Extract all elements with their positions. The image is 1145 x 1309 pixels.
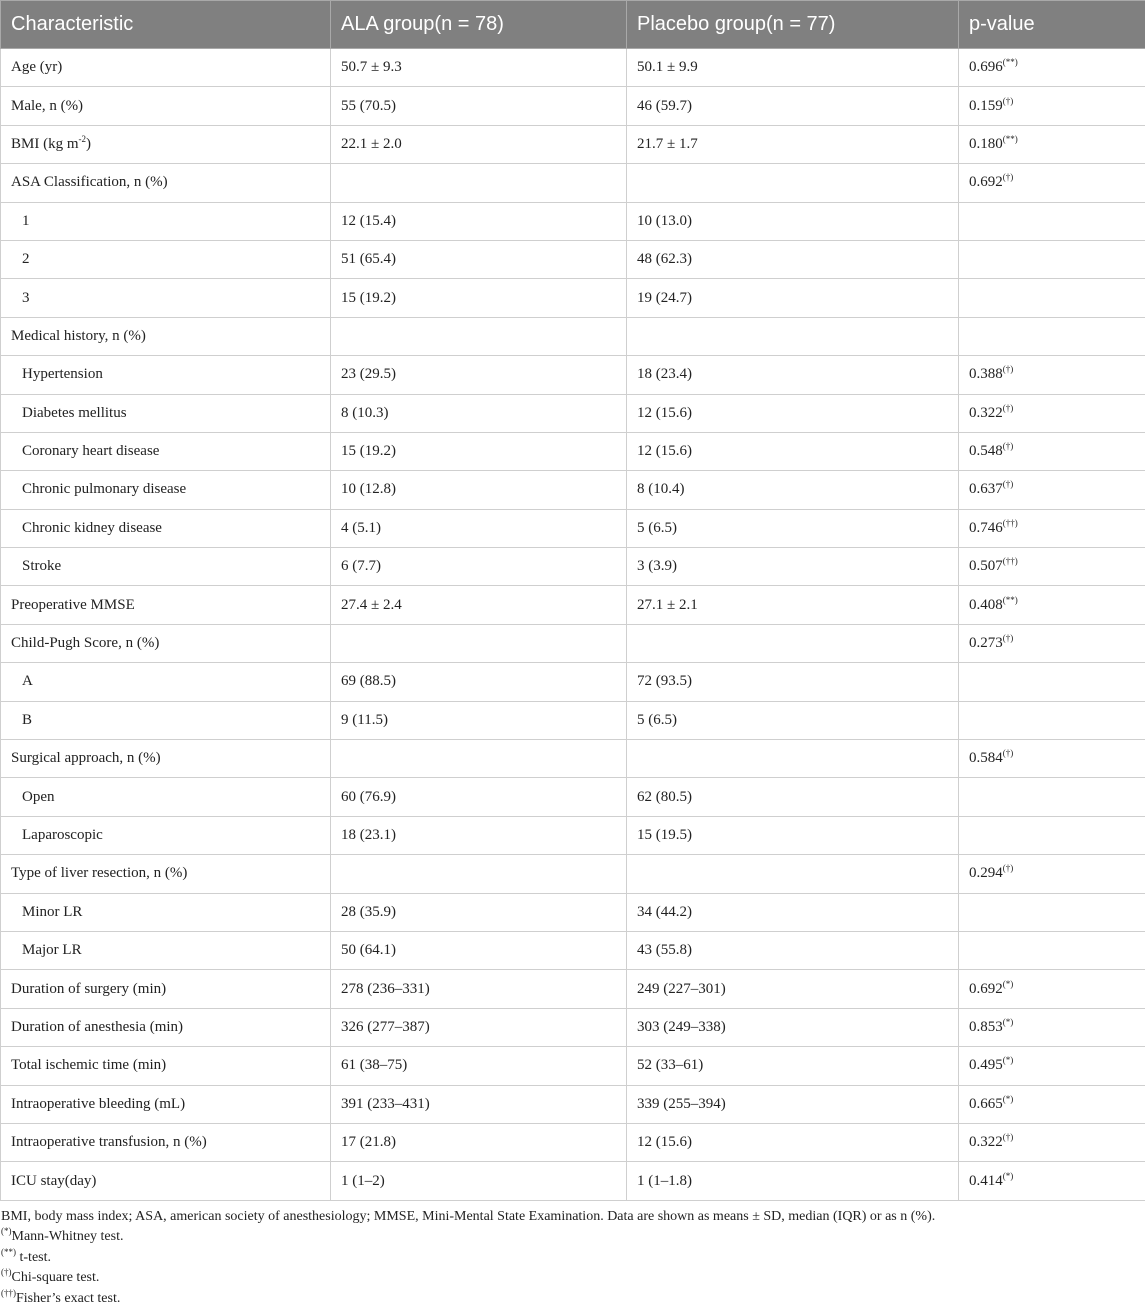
table-row	[1, 1085, 1145, 1123]
cell-ala-group: 278 (236–331)	[331, 970, 627, 1008]
cell-placebo-group: 34 (44.2)	[627, 893, 959, 931]
cell-p-value	[959, 240, 1145, 278]
table-row	[1, 586, 1145, 624]
cell-characteristic: Open	[1, 778, 331, 816]
test-mark: (**)	[1003, 57, 1018, 67]
cell-p-value: 0.665(*)	[959, 1085, 1145, 1123]
cell-placebo-group: 50.1 ± 9.9	[627, 49, 959, 87]
cell-p-value: 0.746(††)	[959, 509, 1145, 547]
cell-ala-group: 15 (19.2)	[331, 279, 627, 317]
cell-p-value	[959, 701, 1145, 739]
cell-placebo-group: 52 (33–61)	[627, 1047, 959, 1085]
cell-placebo-group: 18 (23.4)	[627, 356, 959, 394]
test-mark: (†)	[1003, 441, 1014, 451]
cell-placebo-group: 12 (15.6)	[627, 432, 959, 470]
cell-ala-group: 4 (5.1)	[331, 509, 627, 547]
cell-ala-group: 8 (10.3)	[331, 394, 627, 432]
table-row	[1, 87, 1145, 125]
cell-ala-group: 12 (15.4)	[331, 202, 627, 240]
table-row	[1, 164, 1145, 202]
cell-ala-group: 55 (70.5)	[331, 87, 627, 125]
cell-placebo-group	[627, 164, 959, 202]
cell-ala-group	[331, 317, 627, 355]
cell-ala-group: 50.7 ± 9.3	[331, 49, 627, 87]
cell-ala-group: 69 (88.5)	[331, 663, 627, 701]
cell-placebo-group: 12 (15.6)	[627, 1123, 959, 1161]
cell-ala-group: 15 (19.2)	[331, 432, 627, 470]
test-mark: (†)	[1003, 479, 1014, 489]
table-row	[1, 394, 1145, 432]
table-row	[1, 816, 1145, 854]
cell-p-value: 0.388(†)	[959, 356, 1145, 394]
table-row	[1, 1047, 1145, 1085]
cell-placebo-group: 12 (15.6)	[627, 394, 959, 432]
cell-p-value: 0.180(**)	[959, 125, 1145, 163]
cell-p-value: 0.584(†)	[959, 740, 1145, 778]
test-mark: (†)	[1003, 748, 1014, 758]
table-row	[1, 740, 1145, 778]
cell-ala-group: 10 (12.8)	[331, 471, 627, 509]
cell-characteristic: A	[1, 663, 331, 701]
cell-characteristic: Chronic pulmonary disease	[1, 471, 331, 509]
cell-placebo-group: 8 (10.4)	[627, 471, 959, 509]
cell-p-value: 0.692(*)	[959, 970, 1145, 1008]
cell-p-value: 0.322(†)	[959, 394, 1145, 432]
cell-ala-group: 18 (23.1)	[331, 816, 627, 854]
cell-placebo-group: 15 (19.5)	[627, 816, 959, 854]
cell-placebo-group: 303 (249–338)	[627, 1008, 959, 1046]
cell-ala-group: 60 (76.9)	[331, 778, 627, 816]
header-characteristic: Characteristic	[1, 1, 331, 49]
footnote-mann-whitney: (*)Mann-Whitney test.	[1, 1227, 1145, 1248]
cell-characteristic: Child-Pugh Score, n (%)	[1, 624, 331, 662]
test-mark: (†)	[1003, 403, 1014, 413]
cell-ala-group: 6 (7.7)	[331, 548, 627, 586]
cell-p-value: 0.692(†)	[959, 164, 1145, 202]
cell-characteristic: Male, n (%)	[1, 87, 331, 125]
cell-characteristic: Medical history, n (%)	[1, 317, 331, 355]
test-mark: (†)	[1003, 364, 1014, 374]
cell-characteristic: B	[1, 701, 331, 739]
table-row	[1, 279, 1145, 317]
cell-characteristic: Type of liver resection, n (%)	[1, 855, 331, 893]
test-mark: (*)	[1003, 1017, 1014, 1027]
test-mark: (*)	[1003, 979, 1014, 989]
table-row	[1, 509, 1145, 547]
cell-placebo-group: 62 (80.5)	[627, 778, 959, 816]
test-mark: (††)	[1003, 518, 1018, 528]
cell-characteristic: Intraoperative bleeding (mL)	[1, 1085, 331, 1123]
cell-characteristic: Hypertension	[1, 356, 331, 394]
cell-p-value	[959, 778, 1145, 816]
cell-characteristic: Chronic kidney disease	[1, 509, 331, 547]
cell-characteristic: 3	[1, 279, 331, 317]
footnote-t-test: (**) t-test.	[1, 1248, 1145, 1269]
table-row	[1, 1008, 1145, 1046]
cell-placebo-group	[627, 624, 959, 662]
table-body	[1, 49, 1145, 1201]
cell-characteristic: Diabetes mellitus	[1, 394, 331, 432]
cell-p-value	[959, 317, 1145, 355]
cell-characteristic: BMI (kg $m^{-2}$)	[1, 125, 331, 163]
cell-p-value: 0.548(†)	[959, 432, 1145, 470]
cell-p-value	[959, 893, 1145, 931]
table-row	[1, 432, 1145, 470]
header-p-value: p-value	[959, 1, 1145, 49]
table-row	[1, 317, 1145, 355]
table-row	[1, 663, 1145, 701]
cell-p-value: 0.696(**)	[959, 49, 1145, 87]
cell-characteristic: ICU stay(day)	[1, 1162, 331, 1200]
cell-ala-group: 1 (1–2)	[331, 1162, 627, 1200]
abbreviations-note: BMI, body mass index; ASA, american society of anesthesiology; MMSE, Mini-Mental State Examination. Data are shown as means ± SD, median (IQR) or as n (%).	[1, 1207, 1145, 1228]
cell-p-value: 0.637(†)	[959, 471, 1145, 509]
cell-placebo-group	[627, 740, 959, 778]
cell-ala-group: 50 (64.1)	[331, 931, 627, 969]
table-row	[1, 893, 1145, 931]
footnote-chi-square: (†)Chi-square test.	[1, 1268, 1145, 1289]
cell-p-value: 0.273(†)	[959, 624, 1145, 662]
cell-characteristic: Major LR	[1, 931, 331, 969]
table-row	[1, 471, 1145, 509]
cell-placebo-group	[627, 317, 959, 355]
cell-p-value: 0.322(†)	[959, 1123, 1145, 1161]
cell-p-value	[959, 816, 1145, 854]
cell-p-value: 0.414(*)	[959, 1162, 1145, 1200]
test-mark: (*)	[1003, 1055, 1014, 1065]
cell-placebo-group: 19 (24.7)	[627, 279, 959, 317]
cell-ala-group: 61 (38–75)	[331, 1047, 627, 1085]
test-mark: (*)	[1003, 1094, 1014, 1104]
cell-ala-group	[331, 164, 627, 202]
table-row	[1, 1162, 1145, 1200]
cell-ala-group: 326 (277–387)	[331, 1008, 627, 1046]
cell-placebo-group: 1 (1–1.8)	[627, 1162, 959, 1200]
test-mark: (**)	[1003, 595, 1018, 605]
cell-placebo-group: 48 (62.3)	[627, 240, 959, 278]
cell-placebo-group: 249 (227–301)	[627, 970, 959, 1008]
cell-characteristic: Total ischemic time (min)	[1, 1047, 331, 1085]
table-row	[1, 970, 1145, 1008]
table-row	[1, 1123, 1145, 1161]
table-row	[1, 855, 1145, 893]
footnote-fisher: (††)Fisher’s exact test.	[1, 1289, 1145, 1309]
test-mark: (*)	[1003, 1171, 1014, 1181]
test-mark: (†)	[1003, 863, 1014, 873]
cell-p-value: 0.294(†)	[959, 855, 1145, 893]
cell-placebo-group: 5 (6.5)	[627, 509, 959, 547]
table-row	[1, 356, 1145, 394]
cell-placebo-group: 27.1 ± 2.1	[627, 586, 959, 624]
table-row	[1, 202, 1145, 240]
cell-placebo-group: 72 (93.5)	[627, 663, 959, 701]
table-row	[1, 548, 1145, 586]
test-mark: (†)	[1003, 633, 1014, 643]
cell-characteristic: Minor LR	[1, 893, 331, 931]
test-mark: (††)	[1003, 556, 1018, 566]
cell-characteristic: Age (yr)	[1, 49, 331, 87]
table-row	[1, 931, 1145, 969]
cell-characteristic: 1	[1, 202, 331, 240]
cell-p-value	[959, 279, 1145, 317]
cell-placebo-group: 43 (55.8)	[627, 931, 959, 969]
table-row	[1, 125, 1145, 163]
cell-characteristic: Intraoperative transfusion, n (%)	[1, 1123, 331, 1161]
cell-p-value: 0.507(††)	[959, 548, 1145, 586]
cell-p-value: 0.408(**)	[959, 586, 1145, 624]
cell-ala-group	[331, 740, 627, 778]
cell-p-value	[959, 663, 1145, 701]
cell-characteristic: 2	[1, 240, 331, 278]
test-mark: (†)	[1003, 172, 1014, 182]
cell-placebo-group: 339 (255–394)	[627, 1085, 959, 1123]
table-row	[1, 624, 1145, 662]
header-ala-group: ALA group(n = 78)	[331, 1, 627, 49]
cell-p-value: 0.853(*)	[959, 1008, 1145, 1046]
test-mark: (**)	[1003, 134, 1018, 144]
cell-ala-group: 27.4 ± 2.4	[331, 586, 627, 624]
cell-p-value	[959, 202, 1145, 240]
cell-ala-group: 51 (65.4)	[331, 240, 627, 278]
cell-p-value: 0.159(†)	[959, 87, 1145, 125]
cell-ala-group	[331, 624, 627, 662]
header-row	[1, 1, 1145, 49]
cell-characteristic: Coronary heart disease	[1, 432, 331, 470]
cell-placebo-group	[627, 855, 959, 893]
table-row	[1, 240, 1145, 278]
cell-ala-group: 23 (29.5)	[331, 356, 627, 394]
cell-characteristic: Duration of anesthesia (min)	[1, 1008, 331, 1046]
cell-ala-group: 28 (35.9)	[331, 893, 627, 931]
cell-ala-group: 17 (21.8)	[331, 1123, 627, 1161]
table-row	[1, 778, 1145, 816]
table-row	[1, 49, 1145, 87]
table-row	[1, 701, 1145, 739]
cell-characteristic: Duration of surgery (min)	[1, 970, 331, 1008]
cell-ala-group: 9 (11.5)	[331, 701, 627, 739]
cell-characteristic: Laparoscopic	[1, 816, 331, 854]
cell-ala-group	[331, 855, 627, 893]
header-placebo-group: Placebo group(n = 77)	[627, 1, 959, 49]
cell-characteristic: ASA Classification, n (%)	[1, 164, 331, 202]
test-mark: (†)	[1003, 96, 1014, 106]
cell-p-value	[959, 931, 1145, 969]
cell-characteristic: Preoperative MMSE	[1, 586, 331, 624]
cell-placebo-group: 5 (6.5)	[627, 701, 959, 739]
cell-characteristic: Surgical approach, n (%)	[1, 740, 331, 778]
cell-placebo-group: 21.7 ± 1.7	[627, 125, 959, 163]
cell-ala-group: 22.1 ± 2.0	[331, 125, 627, 163]
test-mark: (†)	[1003, 1132, 1014, 1142]
cell-p-value: 0.495(*)	[959, 1047, 1145, 1085]
table-notes	[0, 1201, 1145, 1309]
cell-placebo-group: 3 (3.9)	[627, 548, 959, 586]
cell-ala-group: 391 (233–431)	[331, 1085, 627, 1123]
cell-placebo-group: 46 (59.7)	[627, 87, 959, 125]
cell-characteristic: Stroke	[1, 548, 331, 586]
cell-placebo-group: 10 (13.0)	[627, 202, 959, 240]
